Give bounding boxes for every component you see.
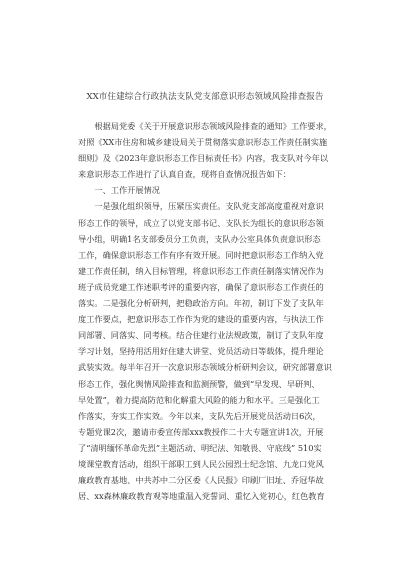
body-line: 细则》及《2023年意识形态工作目标责任书》内容，我支队对今年以	[78, 153, 329, 164]
body-line: 工作，确保意识形态工作有序有效开展。同时把意识形态工作纳入党	[78, 249, 324, 260]
body-line: 廉政教育基地、中共苏中二分区委《人民报》印刷厂旧址、乔冠华故	[78, 475, 324, 486]
body-line: 同部署、同落实、同考核。结合住建行业法规政策，制订了支队年度	[78, 330, 324, 341]
body-line: 作落实，夯实工作实效。今年以来，支队先后开展党员活动日6次，	[78, 410, 321, 421]
body-line: 学习计划，坚持用活用好住建大讲堂、党员活动日等载体，提升理论	[78, 346, 324, 357]
body-line: 武装实效。每半年召开一次意识形态领域分析研判会议，研究部署意识	[78, 362, 332, 373]
body-line: 专题党课2次，邀请市委宣传部xxx教授作二十大专题宣讲1次，开展	[78, 426, 324, 437]
body-line: 班子成员党建工作述职考评的重要内容，确保了意识形态工作责任的	[78, 281, 324, 292]
body-line: 来意识形态工作进行了认真自查，现将自查情况报告如下：	[78, 169, 291, 180]
document-body	[78, 118, 340, 504]
body-line: 形态工作的领导，成立了以党支部书记、支队长为组长的意识形态领	[78, 217, 324, 228]
body-line: 形态工作，强化舆情风险排查和监测预警，做到“早发现、早研判、	[78, 378, 320, 389]
body-line: 境课堂教育活动，组织干部职工到人民公园烈士纪念馆、九龙口党风	[78, 458, 324, 469]
body-line: 了“清明缅怀革命先烈”主题活动、明纪法、知敬畏、守底线” 510实	[78, 442, 322, 453]
body-line: 一是强化组织领导，压紧压实责任。支队党支部高度重视对意识	[78, 201, 324, 212]
body-line: 居、xx森林廉政教育观等地重温入党誓词、重忆入党初心，红色教育	[78, 491, 325, 502]
body-line: 对照《XX市住房和城乡建设局关于贯彻落实意识形态工作责任制实施	[78, 137, 328, 148]
document-title: XX市住建综合行政执法支队党支部意识形态领域风险排查报告	[86, 92, 324, 102]
body-line: 根据局党委《关于开展意识形态领域风险排查的通知》工作要求，	[78, 121, 332, 131]
body-line: 落实。二是强化分析研判，把稳政治方向。年初，制订下发了支队年	[78, 298, 324, 309]
body-line: 建工作责任制，纳入目标管理，将意识形态工作责任制落实情况作为	[78, 265, 324, 276]
body-line: 度工作要点，把意识形态工作作为党的建设的重要内容，与执法工作	[78, 314, 324, 325]
body-line: 早处置”，着力提高防范和化解重大风险的能力和水平。三是强化工	[78, 394, 320, 405]
section-heading: 一、工作开展情况	[78, 185, 160, 196]
body-line: 导小组，明确1名支部委员分工负责，支队办公室具体负责意识形态	[78, 233, 321, 244]
